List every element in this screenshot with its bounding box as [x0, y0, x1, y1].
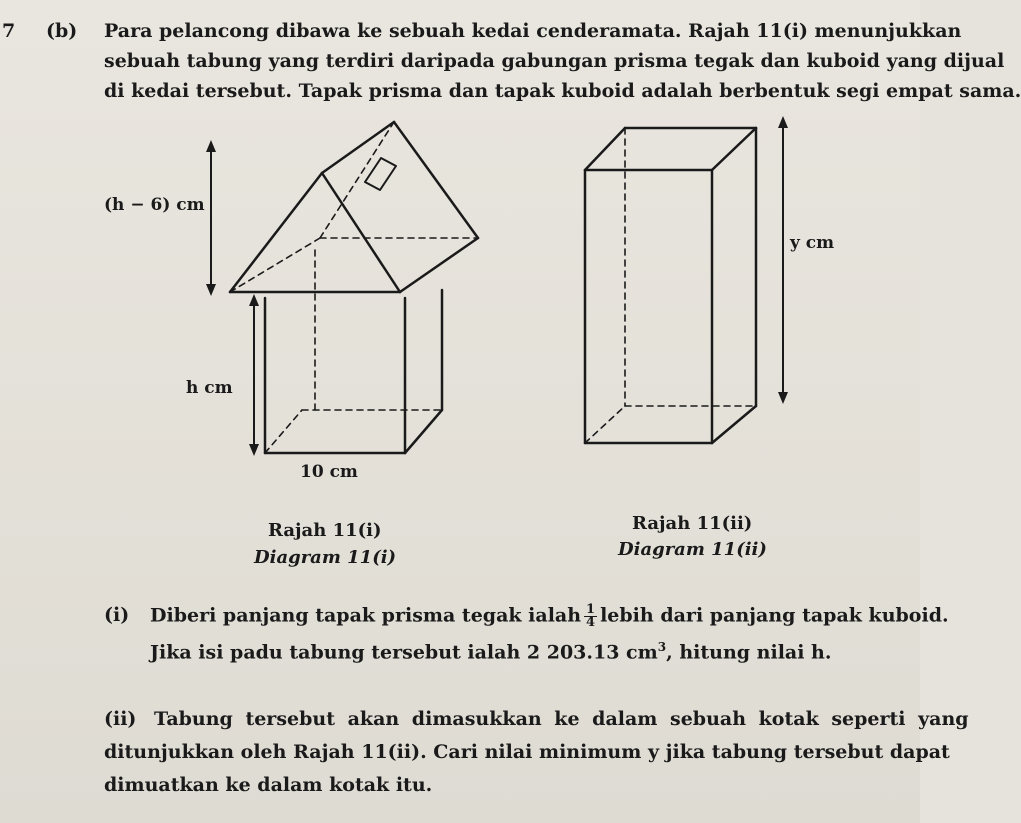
caption-diagram2-en: Diagram 11(ii) [618, 539, 767, 560]
label-y: y cm [790, 233, 835, 253]
caption-diagram1-ms: Rajah 11(i) [268, 520, 382, 541]
part-ii-marker: (ii) [104, 708, 137, 730]
question-text-line-1: Para pelancong dibawa ke sebuah kedai cenderamata. Rajah 11(i) menunjukkan [104, 20, 962, 42]
part-i-marker: (i) [104, 604, 130, 626]
caption-diagram2-ms: Rajah 11(ii) [632, 513, 753, 534]
part-ii-line-3: dimuatkan ke dalam kotak itu. [104, 774, 433, 796]
label-base-width: 10 cm [300, 462, 358, 482]
label-prism-height: (h − 6) cm [104, 195, 205, 215]
part-ii-line-2: ditunjukkan oleh Rajah 11(ii). Cari nilai minimum y jika tabung tersebut dapat [104, 741, 950, 763]
question-part: (b) [46, 20, 78, 42]
part-ii-line-1: Tabung tersebut akan dimasukkan ke dalam sebuah kotak seperti yang [154, 708, 969, 730]
question-number: 7 [2, 20, 16, 42]
prism-roof [230, 122, 478, 292]
caption-diagram1-en: Diagram 11(i) [254, 547, 397, 568]
box-hidden-edges [585, 128, 756, 443]
label-h: h cm [186, 378, 233, 398]
arrowhead-prism-top [206, 140, 216, 152]
cuboid-body [265, 290, 442, 453]
arrowhead-prism-bottom [206, 284, 216, 296]
arrowhead-y-top [778, 116, 788, 128]
arrowhead-y-bottom [778, 392, 788, 404]
part-i-line-1: Diberi panjang tapak prisma tegak ialah $\frac{1}{4}$ lebih dari panjang tapak kuboid. [150, 602, 949, 630]
part-i-line-2: Jika isi padu tabung tersebut ialah 2 203.13 $cm^3$, hitung nilai h. [150, 640, 832, 664]
prism-hidden-edges [230, 122, 478, 292]
arrowhead-h-top [249, 294, 259, 306]
question-text-line-2: sebuah tabung yang terdiri daripada gabungan prisma tegak dan kuboid yang dijual [104, 50, 1005, 72]
box-outline [585, 128, 756, 443]
arrowhead-h-bottom [249, 444, 259, 456]
fraction-one-quarter: $\frac{1}{4}$ [586, 602, 596, 630]
coin-slot [365, 158, 396, 190]
question-text-line-3: di kedai tersebut. Tapak prisma dan tapak kuboid adalah berbentuk segi empat sama. [104, 80, 1021, 102]
